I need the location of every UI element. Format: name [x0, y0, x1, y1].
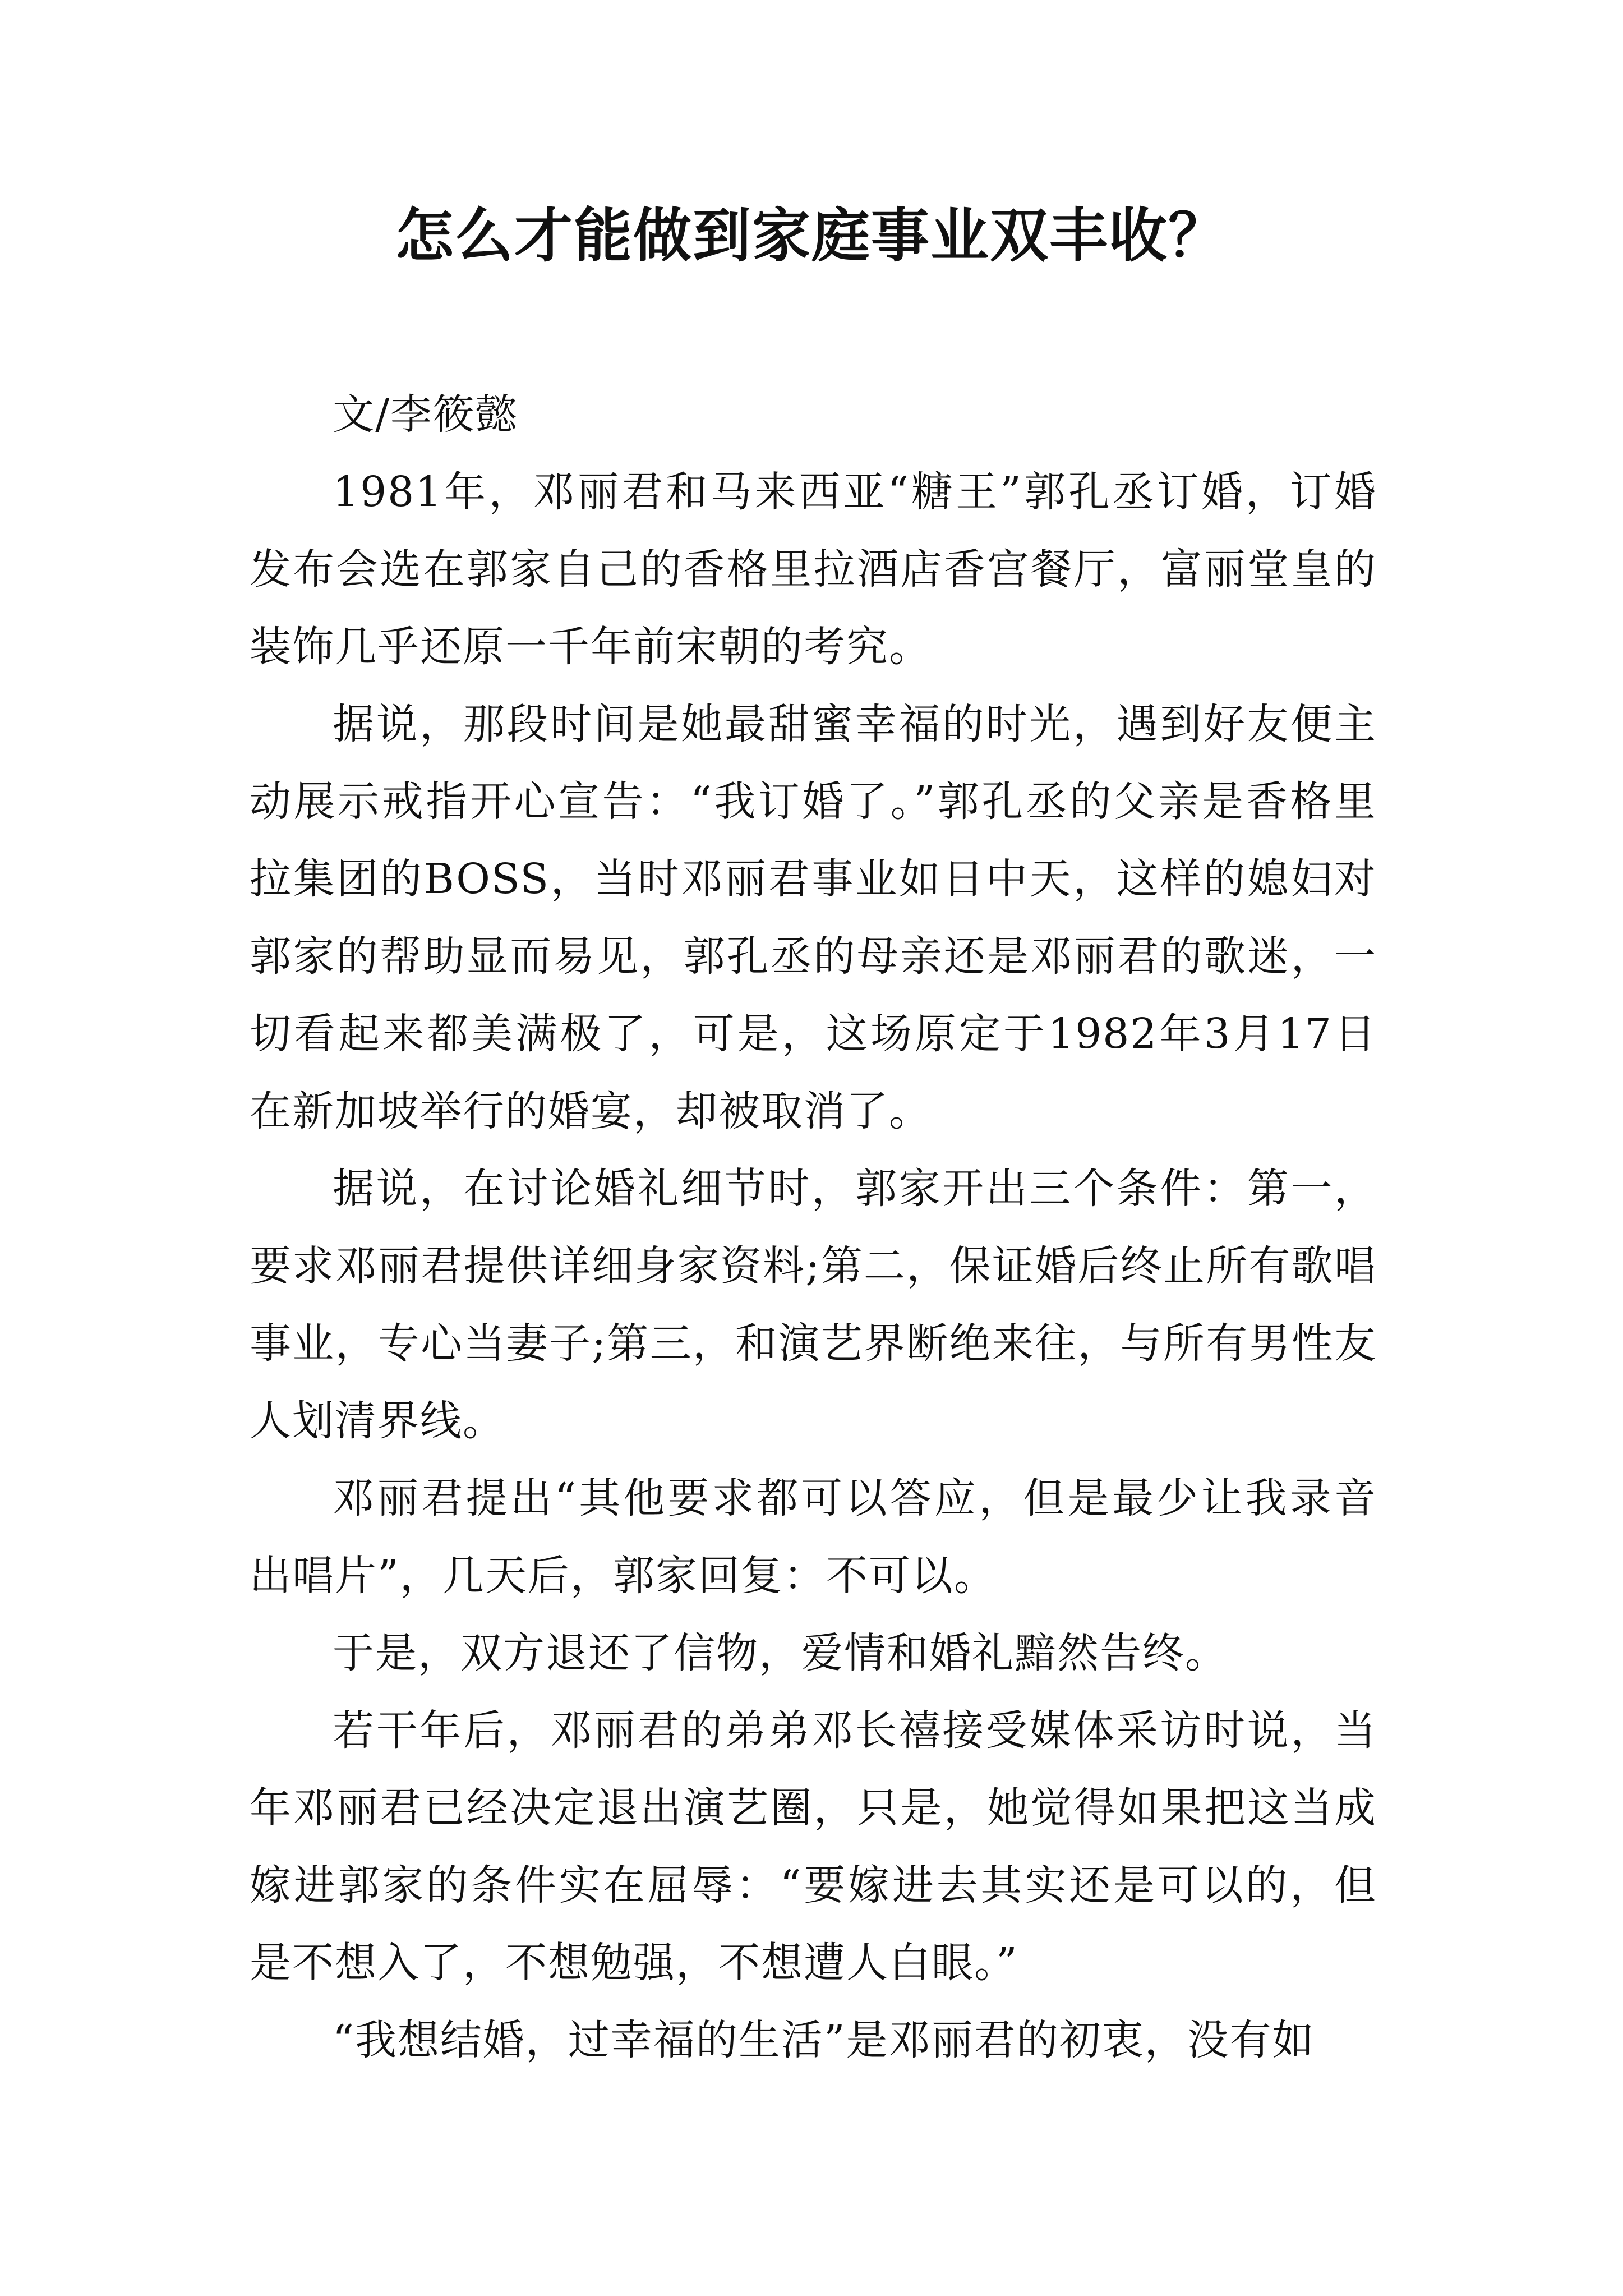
paragraph-6: 若干年后，邓丽君的弟弟邓长禧接受媒体采访时说，当年邓丽君已经决定退出演艺圈，只是，她觉得如果把这当成嫁进郭家的条件实在屈辱：“要嫁进去其实还是可以的，但是不想入了，不想勉强，不想遭人白眼。”	[250, 1706, 1377, 1987]
paragraph-7: “我想结婚，过幸福的生活”是邓丽君的初衷，没有如	[333, 2016, 1315, 2064]
document-title: 怎么才能做到家庭事业双丰收？	[395, 201, 1228, 270]
paragraph-3: 据说，在讨论婚礼细节时，郭家开出三个条件：第一，要求邓丽君提供详细身家资料;第二，保证婚后终止所有歌唱事业，专心当妻子;第三，和演艺界断绝来往，与所有男性友人划清界线。	[250, 1165, 1377, 1445]
paragraph-2: 据说，那段时间是她最甜蜜幸福的时光，遇到好友便主动展示戒指开心宣告：“我订婚了。”郭孔丞的父亲是香格里拉集团的BOSS，当时邓丽君事业如日中天，这样的媳妇对郭家的帮助显而易见，郭孔丞的母亲还是邓丽君的歌迷，一切看起来都美满极了，可是，这场原定于1982年3月17日在新加坡举行的婚宴，却被取消了。	[250, 700, 1377, 1135]
byline: 文/李筱懿	[333, 390, 518, 439]
paragraph-5: 于是，双方退还了信物，爱情和婚礼黯然告终。	[333, 1629, 1228, 1677]
paragraph-4: 邓丽君提出“其他要求都可以答应，但是最少让我录音出唱片”，几天后，郭家回复：不可以。	[250, 1474, 1377, 1600]
document-body	[250, 376, 1377, 2079]
paragraph-1: 1981年，邓丽君和马来西亚“糖王”郭孔丞订婚，订婚发布会选在郭家自己的香格里拉酒店香宫餐厅，富丽堂皇的装饰几乎还原一千年前宋朝的考究。	[250, 468, 1377, 671]
